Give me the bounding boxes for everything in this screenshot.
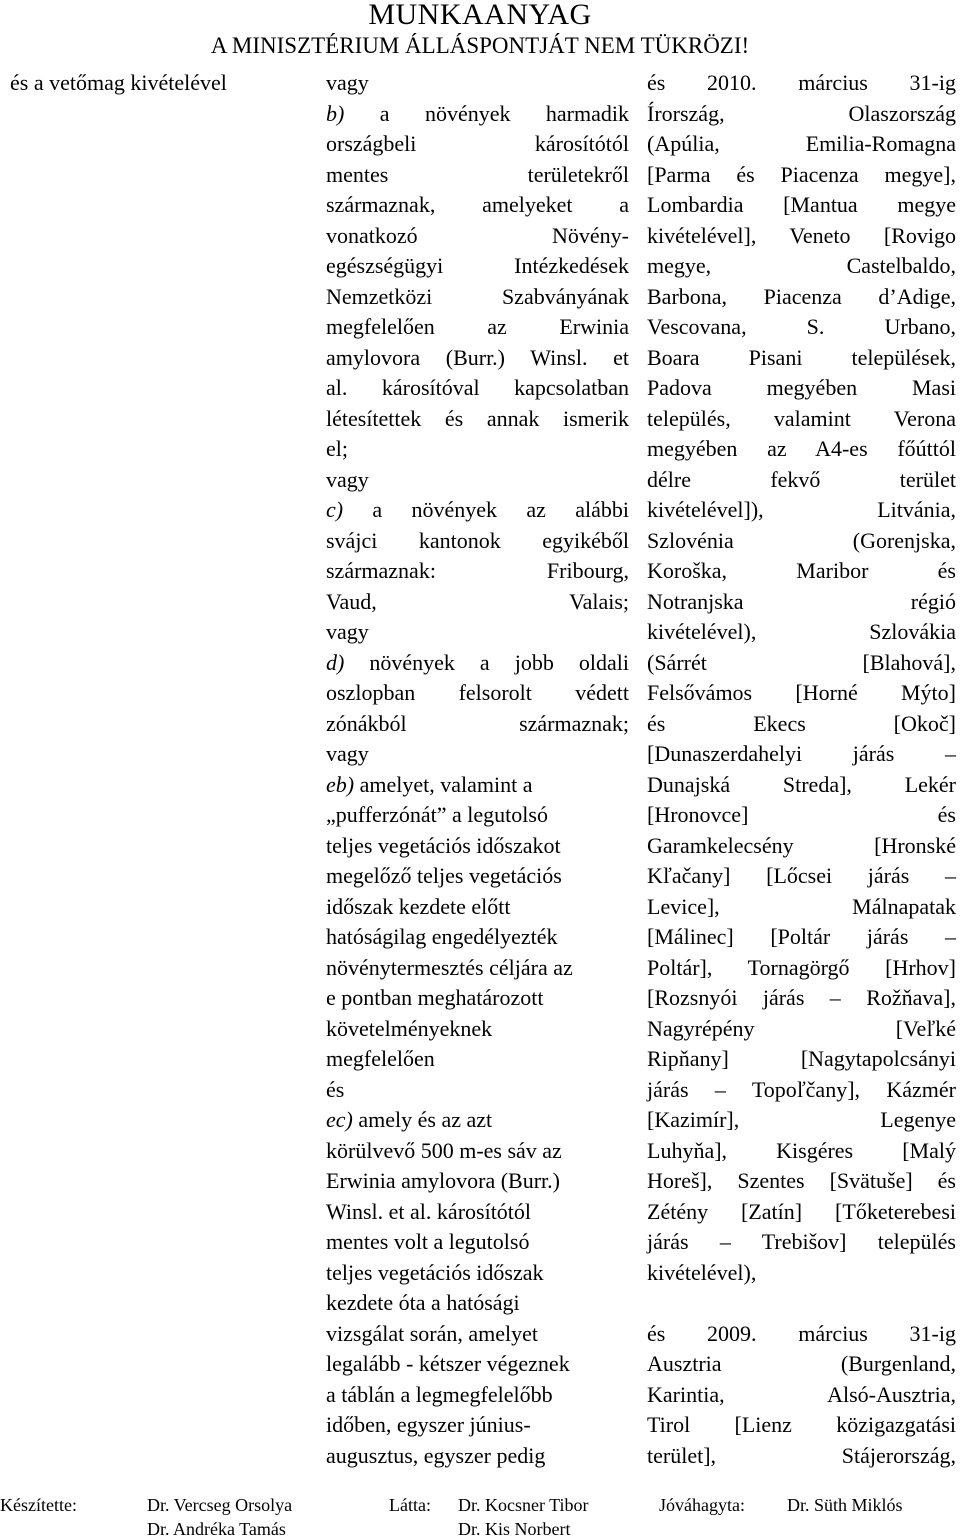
right-column-line: [Kazimír], Legenye bbox=[647, 1107, 956, 1132]
middle-column-line: d) növények a jobb oldali bbox=[326, 649, 629, 675]
right-column-line: Notranjska régió bbox=[647, 588, 956, 614]
right-column-line: [Hronovce] és bbox=[647, 802, 956, 827]
right-column-line: Felsővámos [Horné Mýto] bbox=[647, 680, 956, 705]
middle-column-line: megfelelően bbox=[326, 1046, 435, 1071]
middle-column-line: a táblán a legmegfelelőbb bbox=[326, 1381, 553, 1407]
right-column-line: Ausztria (Burgenland, bbox=[647, 1351, 956, 1376]
right-column-line: Poltár], Tornagörgő [Hrhov] bbox=[647, 954, 956, 980]
right-column-line: Boara Pisani települések, bbox=[647, 344, 956, 370]
middle-column-line: időszak kezdete előtt bbox=[326, 893, 511, 919]
middle-column-line: legalább - kétszer végeznek bbox=[326, 1351, 570, 1376]
right-column-line: kivételével), Szlovákia bbox=[647, 619, 956, 644]
middle-column-line: vizsgálat során, amelyet bbox=[326, 1320, 538, 1346]
seen-by-name-2: Dr. Kis Norbert bbox=[458, 1519, 571, 1539]
middle-column-line: Winsl. et al. károsítótól bbox=[326, 1198, 532, 1224]
middle-column-line: mentes volt a legutolsó bbox=[326, 1229, 530, 1254]
right-column-line: Horeš], Szentes [Svätuše] és bbox=[647, 1168, 956, 1193]
right-column-line: (Sárrét [Blahová], bbox=[647, 649, 956, 675]
right-column-line: [Dunaszerdahelyi járás – bbox=[647, 741, 956, 766]
middle-column-line: Vaud, Valais; bbox=[326, 588, 629, 614]
right-column-line: és Ekecs [Okoč] bbox=[647, 710, 956, 736]
right-column-line: Kľačany] [Lőcsei járás – bbox=[647, 863, 956, 888]
middle-column-line: b) a növények harmadik bbox=[326, 100, 629, 126]
right-column bbox=[647, 68, 956, 1471]
approved-by-name: Dr. Süth Miklós bbox=[787, 1495, 903, 1515]
middle-column-line: vagy bbox=[326, 619, 369, 644]
middle-column-line: ec) amely és az azt bbox=[326, 1107, 493, 1132]
middle-column-line: eb) amelyet, valamint a bbox=[326, 771, 533, 797]
watermark-title: MUNKAANYAG bbox=[368, 0, 592, 31]
middle-column-line: el; bbox=[326, 436, 348, 461]
right-column-line: település, valamint Verona bbox=[647, 405, 956, 431]
right-column-line: Garamkelecsény [Hronské bbox=[647, 832, 956, 858]
right-column-line: Levice], Málnapatak bbox=[647, 893, 956, 919]
middle-column-line: „pufferzónát” a legutolsó bbox=[326, 802, 548, 827]
middle-column-line: származnak: Fribourg, bbox=[326, 558, 629, 583]
right-column-line: kivételével), bbox=[647, 1259, 757, 1285]
middle-column-line: és bbox=[326, 1076, 345, 1102]
right-column-line: Szlovénia (Gorenjska, bbox=[647, 527, 956, 553]
middle-column-line: kezdete óta a hatósági bbox=[326, 1290, 520, 1315]
middle-column-line: vonatkozó Növény- bbox=[326, 222, 629, 248]
right-column-line: Barbona, Piacenza d’Adige, bbox=[647, 283, 956, 309]
right-column-line: Dunajská Streda], Lekér bbox=[647, 771, 956, 797]
right-column-line: Karintia, Alsó-Ausztria, bbox=[647, 1381, 956, 1407]
middle-column-line: hatóságilag engedélyezték bbox=[326, 924, 558, 949]
middle-column-line: e pontban meghatározott bbox=[326, 985, 544, 1010]
right-column-line: Padova megyében Masi bbox=[647, 375, 956, 400]
middle-column-line: augusztus, egyszer pedig bbox=[326, 1442, 546, 1468]
middle-column-line: növénytermesztés céljára az bbox=[326, 954, 573, 980]
right-column-line: terület], Stájerország, bbox=[647, 1442, 956, 1468]
middle-column-line: al. károsítóval kapcsolatban bbox=[326, 375, 629, 400]
right-column-line: (Apúlia, Emilia-Romagna bbox=[647, 131, 956, 156]
middle-column-line: egészségügyi Intézkedések bbox=[326, 253, 629, 278]
right-column-line: Koroška, Maribor és bbox=[647, 558, 956, 583]
middle-column-line: teljes vegetációs időszakot bbox=[326, 832, 561, 858]
right-column-line: kivételével], Veneto [Rovigo bbox=[647, 222, 956, 248]
seen-by-label: Látta: bbox=[389, 1495, 431, 1515]
middle-column-line: Nemzetközi Szabványának bbox=[326, 283, 629, 309]
middle-column-line: országbeli károsítótól bbox=[326, 131, 629, 156]
middle-column-line: teljes vegetációs időszak bbox=[326, 1259, 544, 1285]
middle-column-line: vagy bbox=[326, 466, 369, 492]
middle-column-line: mentes területekről bbox=[326, 161, 629, 187]
right-column-line bbox=[647, 1288, 956, 1319]
middle-column-line: vagy bbox=[326, 70, 369, 95]
middle-column-line: c) a növények az alábbi bbox=[326, 497, 629, 522]
right-column-line: járás – Topoľčany], Kázmér bbox=[647, 1076, 956, 1102]
right-column-line: Ripňany] [Nagytapolcsányi bbox=[647, 1046, 956, 1071]
middle-column-line: létesítettek és annak ismerik bbox=[326, 405, 629, 431]
right-column-line: [Parma és Piacenza megye], bbox=[647, 161, 956, 187]
right-column-line: és 2010. március 31-ig bbox=[647, 70, 956, 95]
middle-column-line: Erwinia amylovora (Burr.) bbox=[326, 1168, 560, 1193]
right-column-line: Lombardia [Mantua megye bbox=[647, 192, 956, 217]
middle-column-line: megfelelően az Erwinia bbox=[326, 314, 629, 339]
middle-column-line: oszlopban felsorolt védett bbox=[326, 680, 629, 705]
middle-column-line: származnak, amelyeket a bbox=[326, 192, 629, 217]
middle-column-line: körülvevő 500 m-es sáv az bbox=[326, 1137, 562, 1163]
left-column bbox=[10, 68, 300, 99]
right-column-line: Vescovana, S. Urbano, bbox=[647, 314, 956, 339]
middle-column-line: vagy bbox=[326, 741, 369, 766]
right-column-line: Nagyrépény [Veľké bbox=[647, 1015, 956, 1041]
approved-by-label: Jóváhagyta: bbox=[659, 1495, 745, 1515]
prepared-by-label: Készítette: bbox=[0, 1495, 77, 1515]
right-column-line: délre fekvő terület bbox=[647, 466, 956, 492]
middle-column-line: zónákból származnak; bbox=[326, 710, 629, 736]
middle-column-line: amylovora (Burr.) Winsl. et bbox=[326, 344, 629, 370]
middle-column-line: időben, egyszer június- bbox=[326, 1412, 531, 1437]
right-column-line: Írország, Olaszország bbox=[647, 100, 956, 126]
prepared-by-name-1: Dr. Vercseg Orsolya bbox=[147, 1495, 293, 1515]
middle-column-line: követelményeknek bbox=[326, 1015, 493, 1041]
middle-column bbox=[326, 68, 629, 1471]
right-column-line: megyében az A4-es főúttól bbox=[647, 436, 956, 461]
right-column-line: Zétény [Zatín] [Tőketerebesi bbox=[647, 1198, 956, 1224]
left-column-text: és a vetőmag kivételével bbox=[10, 70, 227, 95]
prepared-by-name-2: Dr. Andréka Tamás bbox=[147, 1519, 286, 1539]
right-column-line: [Rozsnyói járás – Rožňava], bbox=[647, 985, 956, 1010]
right-column-line: kivételével]), Litvánia, bbox=[647, 497, 956, 522]
right-column-line: megye, Castelbaldo, bbox=[647, 253, 956, 278]
right-column-line: [Málinec] [Poltár járás – bbox=[647, 924, 956, 949]
right-column-line: Luhyňa], Kisgéres [Malý bbox=[647, 1137, 956, 1163]
right-column-line: járás – Trebišov] település bbox=[647, 1229, 956, 1254]
middle-column-line: svájci kantonok egyikéből bbox=[326, 527, 629, 553]
right-column-line: Tirol [Lienz közigazgatási bbox=[647, 1412, 956, 1437]
right-column-line: és 2009. március 31-ig bbox=[647, 1320, 956, 1346]
watermark-subtitle: A MINISZTÉRIUM ÁLLÁSPONTJÁT NEM TÜKRÖZI! bbox=[210, 33, 750, 58]
middle-column-line: megelőző teljes vegetációs bbox=[326, 863, 562, 888]
seen-by-name-1: Dr. Kocsner Tibor bbox=[458, 1495, 589, 1515]
